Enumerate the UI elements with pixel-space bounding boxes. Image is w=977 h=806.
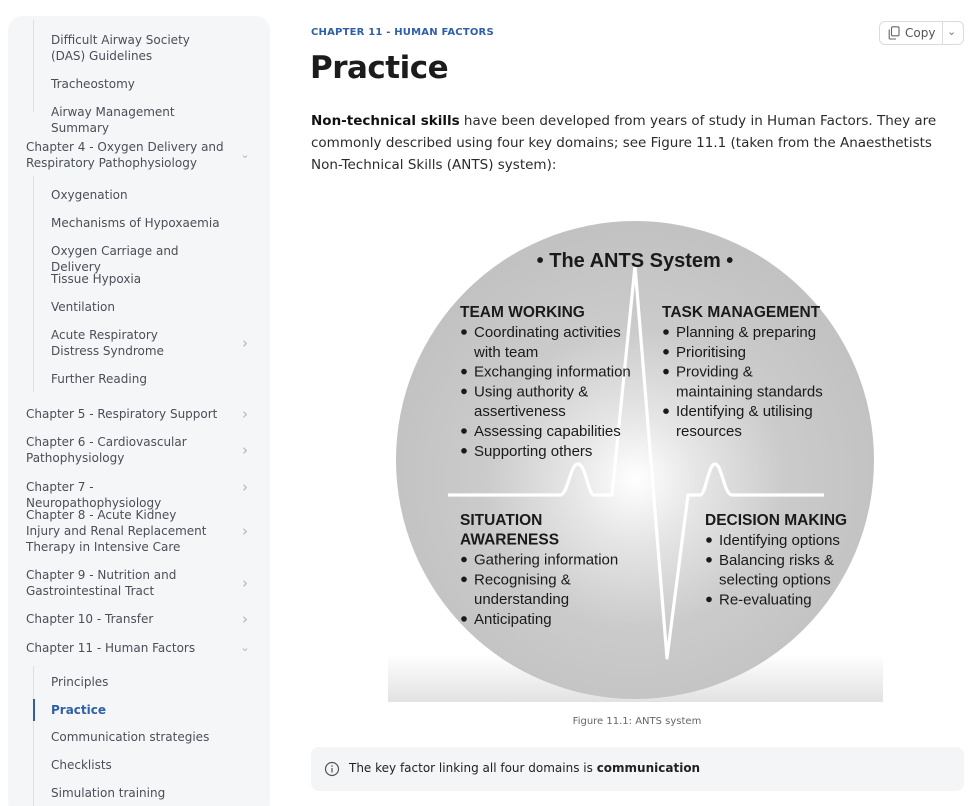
- sidebar-item-label-line: Practice: [51, 703, 107, 717]
- sidebar-item-label-line: Simulation training: [51, 786, 166, 800]
- callout-text: [349, 761, 700, 775]
- bullet-dot: [461, 369, 467, 375]
- sidebar-item-acute-respiratory-distress-syndrome[interactable]: [8, 327, 270, 359]
- bullet-dot: [706, 597, 712, 603]
- chevron-right-icon[interactable]: ›: [242, 405, 248, 423]
- sidebar-item-chapter-6-cardiovascular-pathophysiology[interactable]: [8, 434, 270, 466]
- sidebar-item-label-line: Oxygenation: [51, 188, 128, 202]
- sidebar-item-label-line: Principles: [51, 675, 109, 689]
- sidebar: [8, 16, 270, 806]
- bullet-dot: [461, 448, 467, 454]
- sidebar-item-chapter-11-human-factors[interactable]: [8, 640, 270, 656]
- sidebar-item-label-line: Chapter 9 - Nutrition and: [26, 568, 177, 582]
- copy-icon: [888, 26, 900, 40]
- sidebar-item-label-line: Gastrointestinal Tract: [26, 584, 155, 598]
- sidebar-item-label: [26, 567, 226, 599]
- sidebar-item-tissue-hypoxia[interactable]: [8, 271, 270, 287]
- sidebar-item-oxygen-carriage-and-delivery[interactable]: [8, 243, 270, 274]
- quadrant-bullet-text: Identifying options: [719, 532, 840, 549]
- bullet-dot: [706, 537, 712, 543]
- sidebar-item-label-line: (DAS) Guidelines: [51, 49, 153, 63]
- sidebar-item-label: [51, 104, 226, 136]
- quadrant-bullet-text: Recognising &: [474, 571, 571, 589]
- bullet-dot: [461, 428, 467, 434]
- quadrant-heading: AWARENESS: [460, 531, 560, 549]
- ants-figure: [388, 214, 883, 702]
- chevron-down-icon[interactable]: ⌄: [240, 641, 250, 654]
- sidebar-item-further-reading[interactable]: [8, 371, 270, 387]
- sidebar-item-label-line: Distress Syndrome: [51, 344, 164, 358]
- quadrant-bullet-text: with team: [474, 343, 539, 361]
- chevron-right-icon[interactable]: ›: [242, 522, 248, 540]
- active-indicator: [33, 699, 35, 721]
- quadrant-bullet-text: understanding: [474, 591, 570, 609]
- sidebar-item-oxygenation[interactable]: [8, 187, 270, 203]
- quadrant-bullet-text: selecting options: [719, 571, 831, 589]
- sidebar-item-label-line: Pathophysiology: [26, 451, 125, 465]
- ants-diagram: [388, 214, 883, 702]
- chevron-right-icon[interactable]: ›: [242, 478, 248, 496]
- sidebar-item-label-line: Tissue Hypoxia: [51, 272, 142, 286]
- quadrant-bullet-text: assertiveness: [474, 403, 566, 421]
- quadrant-heading: DECISION MAKING: [705, 512, 848, 529]
- sidebar-item-label-line: Further Reading: [51, 372, 147, 386]
- sidebar-item-label-line: Chapter 7 - Neuropathophysiology: [26, 480, 162, 510]
- sidebar-item-label-line: Communication strategies: [51, 730, 210, 744]
- sidebar-item-chapter-5-respiratory-support[interactable]: [8, 406, 270, 422]
- breadcrumb-chapter[interactable]: CHAPTER 11 - HUMAN FACTORS: [311, 27, 494, 38]
- quadrant-bullet-text: Planning & preparing: [676, 324, 817, 341]
- sidebar-item-label-line: Tracheostomy: [51, 77, 135, 91]
- quadrant-bullet-text: Supporting others: [474, 442, 593, 460]
- sidebar-item-label: [26, 406, 226, 422]
- sidebar-item-label-line: Acute Respiratory: [51, 328, 158, 342]
- sidebar-item-label-line: Respiratory Pathophysiology: [26, 156, 197, 170]
- sidebar-item-label: [51, 371, 226, 387]
- sidebar-item-label-line: Airway Management Summary: [51, 105, 175, 135]
- sidebar-item-communication-strategies[interactable]: [8, 729, 270, 745]
- sidebar-item-difficult-airway-society-das-guidelines[interactable]: [8, 32, 270, 64]
- copy-button-label: Copy: [905, 26, 936, 40]
- chevron-down-icon[interactable]: ⌄: [947, 25, 957, 38]
- sidebar-item-simulation-training[interactable]: [8, 785, 270, 801]
- quadrant-bullet-text: Re-evaluating: [719, 591, 812, 609]
- bullet-dot: [461, 577, 467, 583]
- sidebar-item-label: [51, 215, 226, 231]
- sidebar-item-label: [51, 327, 226, 359]
- bullet-dot: [461, 616, 467, 622]
- info-icon: [324, 761, 340, 777]
- intro-text: have been developed from years of study in Human Factors. They are commonly described using four key domains; see Figure 11.1 (taken from the Anaesthetists Non-Technical Skills (ANTS) system):: [311, 113, 937, 173]
- sidebar-item-label-line: Mechanisms of Hypoxaemia: [51, 216, 220, 230]
- sidebar-item-label-line: Oxygen Carriage and Delivery: [51, 244, 179, 274]
- sidebar-item-label: [26, 611, 226, 627]
- chevron-right-icon[interactable]: ›: [242, 441, 248, 459]
- bullet-dot: [461, 389, 467, 395]
- callout-bold: communication: [596, 761, 701, 775]
- bullet-dot: [461, 557, 467, 563]
- sidebar-item-label: [51, 729, 226, 745]
- info-callout: [311, 747, 964, 791]
- quadrant-bullet-text: maintaining standards: [676, 383, 823, 401]
- sidebar-item-label-line: Chapter 5 - Respiratory Support: [26, 407, 218, 421]
- chevron-right-icon[interactable]: ›: [242, 610, 248, 628]
- quadrant-bullet-text: Providing &: [676, 363, 753, 381]
- copy-divider: [942, 22, 943, 44]
- quadrant-bullet-text: Coordinating activities: [474, 324, 621, 341]
- sidebar-item-ventilation[interactable]: [8, 299, 270, 315]
- sidebar-item-checklists[interactable]: [8, 757, 270, 773]
- sidebar-item-chapter-7-neuropathophysiology[interactable]: [8, 478, 270, 510]
- sidebar-item-label: [51, 76, 226, 92]
- sidebar-item-label-line: Checklists: [51, 758, 112, 772]
- bullet-dot: [461, 329, 467, 335]
- sidebar-item-label: [26, 434, 226, 466]
- quadrant-bullet-text: Anticipating: [474, 610, 552, 628]
- bullet-dot: [663, 408, 669, 414]
- sidebar-item-label: [51, 757, 226, 773]
- sidebar-item-label: [51, 187, 226, 203]
- bullet-dot: [663, 369, 669, 375]
- ants-circle: [396, 221, 874, 699]
- sidebar-item-label: [51, 702, 226, 718]
- chevron-right-icon[interactable]: ›: [242, 574, 248, 592]
- bullet-dot: [663, 329, 669, 335]
- sidebar-item-label: [26, 139, 226, 171]
- quadrant-bullet-text: Assessing capabilities: [474, 423, 621, 440]
- sidebar-item-label-line: Ventilation: [51, 300, 115, 314]
- quadrant-bullet-text: resources: [676, 423, 742, 440]
- sidebar-item-label: [51, 299, 226, 315]
- chevron-down-icon[interactable]: ⌄: [240, 148, 250, 161]
- sidebar-item-label-line: Chapter 10 - Transfer: [26, 612, 154, 626]
- figure-caption: Figure 11.1: ANTS system: [572, 716, 702, 727]
- page-title: Practice: [310, 50, 449, 86]
- quadrant-bullet-text: Prioritising: [676, 343, 747, 361]
- sidebar-item-mechanisms-of-hypoxaemia[interactable]: [8, 215, 270, 231]
- sidebar-item-label: [51, 785, 226, 801]
- quadrant-bullet-text: Balancing risks &: [719, 551, 835, 569]
- quadrant-bullet-text: Using authority &: [474, 383, 589, 401]
- figure-title: • The ANTS System •: [536, 250, 734, 272]
- sidebar-item-principles[interactable]: [8, 674, 270, 690]
- chevron-right-icon[interactable]: ›: [242, 334, 248, 352]
- sidebar-item-chapter-10-transfer[interactable]: [8, 611, 270, 627]
- intro-paragraph: [311, 110, 951, 176]
- sidebar-item-label-line: Chapter 4 - Oxygen Delivery and: [26, 140, 224, 154]
- sidebar-item-label: [51, 674, 226, 690]
- sidebar-item-chapter-9-nutrition-and-gastrointestinal-tract[interactable]: [8, 567, 270, 599]
- quadrant-heading: TASK MANAGEMENT: [662, 304, 821, 321]
- sidebar-item-label-line: Difficult Airway Society: [51, 33, 190, 47]
- sidebar-item-chapter-8-acute-kidney-injury-and-renal-replacement-therapy-in-intensive-care[interactable]: [8, 507, 270, 555]
- bullet-dot: [663, 349, 669, 355]
- sidebar-item-label: [51, 271, 226, 287]
- sidebar-item-tracheostomy[interactable]: [8, 76, 270, 92]
- callout-prefix: The key factor linking all four domains is: [349, 761, 597, 775]
- sidebar-item-label-line: Therapy in Intensive Care: [26, 540, 181, 554]
- sidebar-item-practice[interactable]: [8, 702, 270, 718]
- sidebar-item-label-line: Chapter 6 - Cardiovascular: [26, 435, 187, 449]
- sidebar-item-label-line: Chapter 8 - Acute Kidney: [26, 508, 177, 522]
- sidebar-item-chapter-4-oxygen-delivery-and-respiratory-pathophysiology[interactable]: [8, 139, 270, 171]
- sidebar-item-label-line: Injury and Renal Replacement: [26, 524, 207, 538]
- quadrant-heading: TEAM WORKING: [460, 304, 585, 321]
- quadrant-bullet-text: Gathering information: [474, 551, 619, 569]
- intro-bold-term: Non-technical skills: [311, 113, 460, 129]
- sidebar-item-label: [26, 640, 226, 656]
- copy-button[interactable]: [879, 21, 964, 45]
- quadrant-heading: SITUATION: [460, 512, 543, 529]
- bullet-dot: [706, 557, 712, 563]
- sidebar-item-label-line: Chapter 11 - Human Factors: [26, 641, 196, 655]
- quadrant-bullet-text: Exchanging information: [474, 363, 631, 381]
- quadrant-bullet-text: Identifying & utilising: [676, 403, 813, 421]
- sidebar-item-label: [26, 507, 226, 555]
- sidebar-item-label: [51, 32, 226, 64]
- sidebar-item-airway-management-summary[interactable]: [8, 104, 270, 135]
